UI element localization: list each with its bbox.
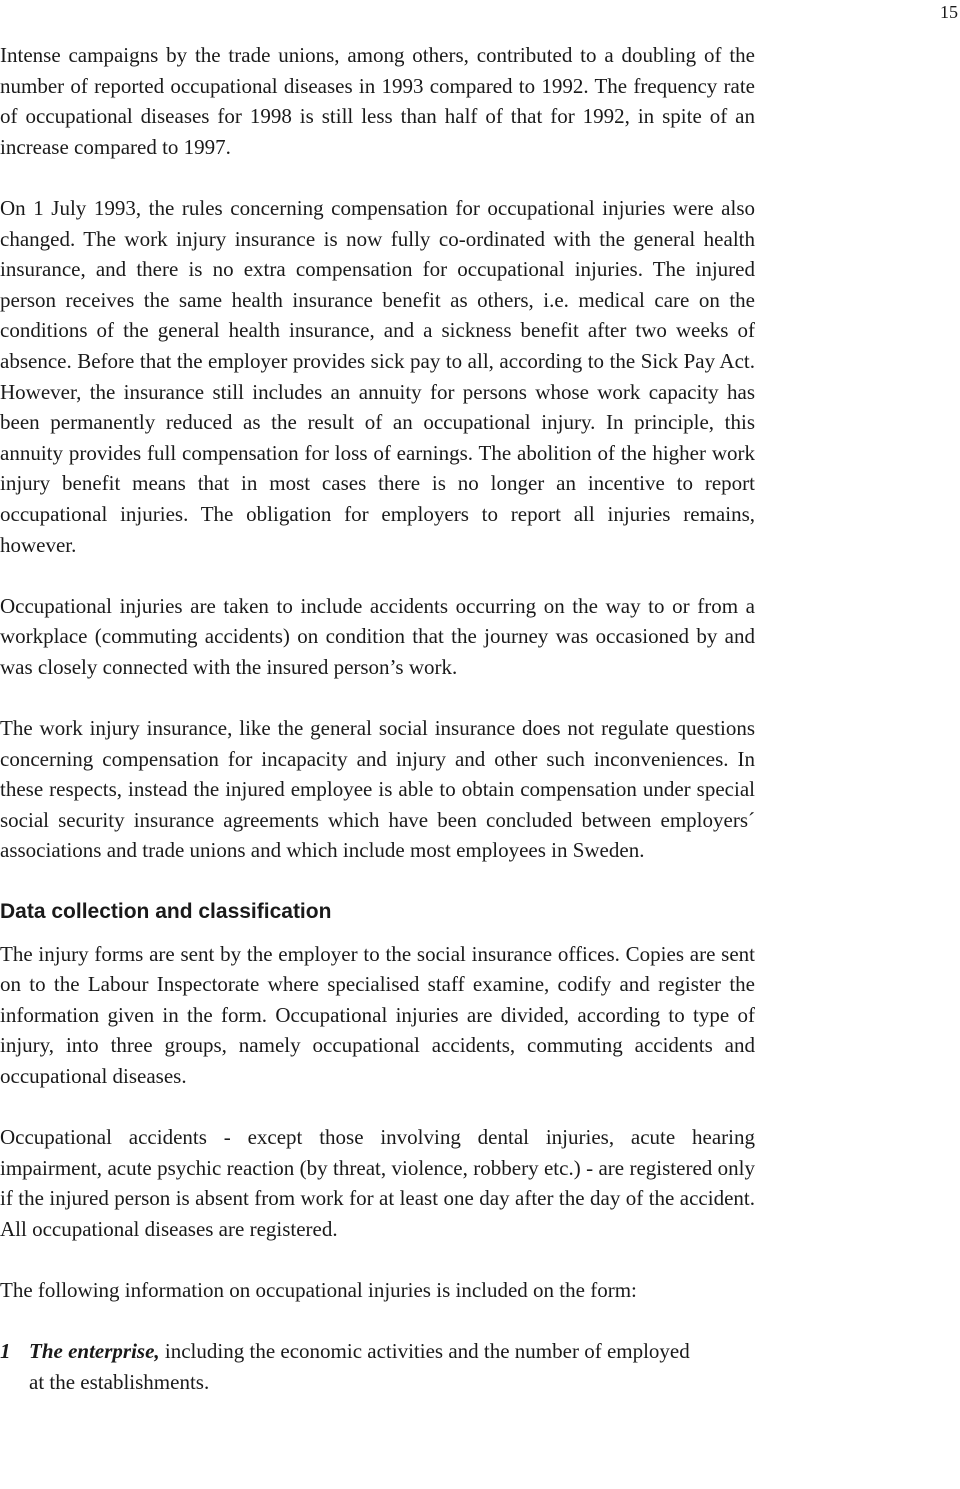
list-item-title: The enterprise, <box>29 1339 160 1364</box>
paragraph-insurance-agreements: The work injury insurance, like the general social insurance does not regulate questions concerning compensation for incapacity and injury and other such inconveniences. In these respects, instead the injured employee is able to obtain compensation under special social security insurance agreements which have been concluded between employers´ associations and trade unions and which include most employees in Sweden. <box>0 716 755 863</box>
page-number: 15 <box>940 2 958 22</box>
list-item-body <box>29 1336 705 1397</box>
paragraph-occupational-diseases: Intense campaigns by the trade unions, among others, contributed to a doubling of the number of reported occupational diseases in 1993 compared to 1992. The frequency rate of occupational diseases for 1998 is still less than half of that for 1992, in spite of an increase compared to 1997. <box>0 43 755 159</box>
paragraph-commuting-accidents: Occupational injuries are taken to include accidents occurring on the way to or from a workplace (commuting accidents) on condition that the journey was occasioned by and was closely connected with the insured person’s work. <box>0 593 755 679</box>
list-item <box>0 1336 755 1397</box>
paragraph-injury-forms: The injury forms are sent by the employer to the social insurance offices. Copies are sent on to the Labour Inspectorate where specialised staff examine, codify and register the information given in the form. Occupational injuries are divided, according to type of injury, into three groups, namely occupational accidents, commuting accidents and occupational diseases. <box>0 941 755 1088</box>
body-text <box>0 40 755 1398</box>
paragraph-compensation-rules: On 1 July 1993, the rules concerning compensation for occupational injuries were also changed. The work injury insurance is now fully co-ordinated with the general health insurance, and there is no extra compensation for occupational injuries. The injured person receives the same health insurance benefit as others, i.e. medical care on the conditions of the general health insurance, and a sickness benefit after two weeks of absence. Before that the employer provides sick pay to all, according to the Sick Pay Act. However, the insurance still includes an annuity for persons whose work capacity has been permanently reduced as the result of an occupational injury. In principle, this annuity provides full compensation for loss of earnings. The abolition of the higher work injury benefit means that in most cases there is no longer an incentive to report occupational injuries. The obligation for employers to report all injuries remains, however. <box>0 195 755 557</box>
paragraph-form-information-intro: The following information on occupational injuries is included on the form: <box>0 1278 637 1303</box>
paragraph-registration-criteria: Occupational accidents - except those involving dental injuries, acute hearing impairment, acute psychic reaction (by threat, violence, robbery etc.) - are registered only if the injured person is absent from work for at least one day after the day of the accident. All occupational diseases are registered. <box>0 1125 755 1241</box>
section-heading: Data collection and classification <box>0 899 332 923</box>
list-item-text: including the economic activities and the number of employed at the establishments. <box>29 1339 690 1394</box>
list-item-number: 1 <box>0 1339 11 1364</box>
